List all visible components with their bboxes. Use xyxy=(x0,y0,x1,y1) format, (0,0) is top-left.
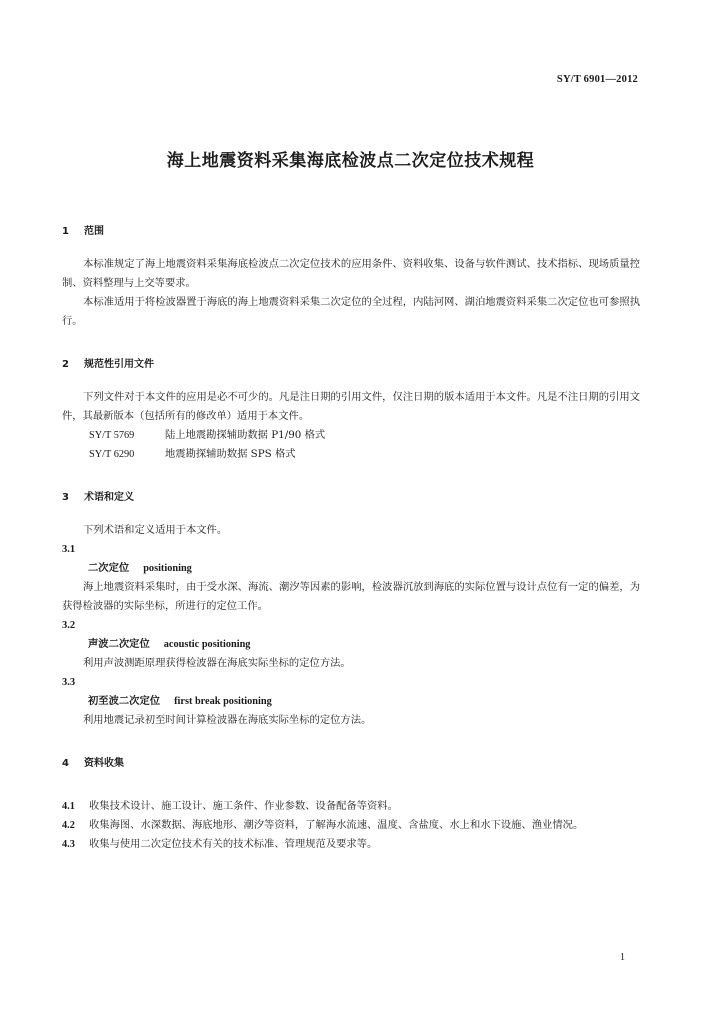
section-title: 术语和定义 xyxy=(84,492,134,503)
section-number: 3 xyxy=(62,492,69,503)
reference-title: 地震勘探辅助数据 SPS 格式 xyxy=(165,448,296,460)
section-title: 规范性引用文件 xyxy=(84,359,154,370)
section-1-heading xyxy=(62,222,640,241)
list-item xyxy=(62,797,640,816)
section-2-heading xyxy=(62,355,640,374)
list-item xyxy=(62,835,640,854)
item-number: 4.3 xyxy=(62,839,75,850)
term-en: acoustic positioning xyxy=(163,639,251,650)
reference-line xyxy=(62,445,640,464)
term-name xyxy=(62,692,640,711)
reference-line xyxy=(62,426,640,445)
term-definition: 海上地震资料采集时，由于受水深、海流、潮汐等因素的影响，检波器沉放到海底的实际位置与设计点位有一定的偏差，为获得检波器的实际坐标，所进行的定位工作。 xyxy=(62,581,640,612)
section-3-heading xyxy=(62,488,640,507)
term-definition: 利用地震记录初至时间计算检波器在海底实际坐标的定位方法。 xyxy=(83,714,372,726)
reference-code: SY/T 6290 xyxy=(89,449,135,460)
standard-code: SY/T 6901—2012 xyxy=(556,74,638,85)
section-4-heading xyxy=(62,754,640,773)
item-number: 4.2 xyxy=(62,820,75,831)
reference-title: 陆上地震勘探辅助数据 P1/90 格式 xyxy=(165,429,326,441)
section-1-paragraph-2: 本标准适用于将检波器置于海底的海上地震资料采集二次定位的全过程，内陆河网、湖泊地震资料采集二次定位也可参照执行。 xyxy=(62,296,640,327)
reference-code: SY/T 5769 xyxy=(89,430,135,441)
list-item xyxy=(62,816,640,835)
term-cn: 二次定位 xyxy=(88,562,130,574)
document-title: 海上地震资料采集海底检波点二次定位技术规程 xyxy=(166,151,535,171)
section-2-paragraph-1: 下列文件对于本文件的应用是必不可少的。凡是注日期的引用文件，仅注日期的版本适用于本文件。凡是不注日期的引用文件，其最新版本（包括所有的修改单）适用于本文件。 xyxy=(62,391,640,422)
term-definition: 利用声波测距原理获得检波器在海底实际坐标的定位方法。 xyxy=(83,657,351,669)
section-number: 4 xyxy=(62,758,69,769)
item-number: 4.1 xyxy=(62,801,75,812)
page-number: 1 xyxy=(620,952,625,963)
term-cn: 声波二次定位 xyxy=(88,638,150,650)
item-text: 收集技术设计、施工设计、施工条件、作业参数、设备配备等资料。 xyxy=(89,800,398,812)
term-cn: 初至波二次定位 xyxy=(88,695,161,707)
term-name xyxy=(62,635,640,654)
section-number: 1 xyxy=(62,226,69,237)
section-title: 范围 xyxy=(84,226,104,237)
term-number: 3.1 xyxy=(62,544,76,555)
item-text: 收集与使用二次定位技术有关的技术标准、管理规范及要求等。 xyxy=(89,838,378,850)
term-en: positioning xyxy=(143,563,192,574)
section-1-paragraph-1: 本标准规定了海上地震资料采集海底检波点二次定位技术的应用条件、资料收集、设备与软件测试、技术指标、现场质量控制、资料整理与上交等要求。 xyxy=(62,258,640,289)
term-en: first break positioning xyxy=(174,696,272,707)
section-3-intro: 下列术语和定义适用于本文件。 xyxy=(83,524,228,536)
document-body xyxy=(62,222,640,854)
term-name xyxy=(62,559,640,578)
item-text: 收集海图、水深数据、海底地形、潮汐等资料，了解海水流速、温度、含盐度、水上和水下设施、渔业情况。 xyxy=(89,819,584,831)
section-number: 2 xyxy=(62,359,69,370)
section-title: 资料收集 xyxy=(84,758,124,769)
term-number: 3.3 xyxy=(62,677,76,688)
term-number: 3.2 xyxy=(62,620,76,631)
